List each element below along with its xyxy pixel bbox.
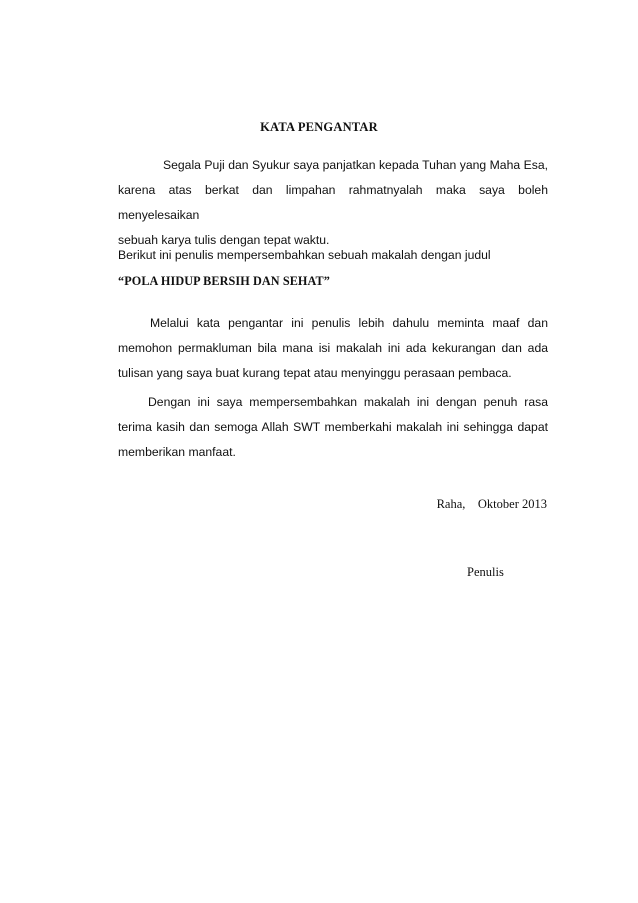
- paragraph-opening: [118, 153, 548, 253]
- paragraph-line: sebuah karya tulis dengan tepat waktu.: [118, 233, 330, 247]
- paragraph-closing: [118, 390, 548, 465]
- author-signature: Penulis: [467, 565, 504, 579]
- paragraph-line: memberikan manfaat.: [118, 445, 236, 459]
- paragraph-line-text: Segala Puji dan Syukur saya panjatkan kepada Tuhan yang Maha Esa,: [163, 158, 548, 172]
- paragraph-line: terima kasih dan semoga Allah SWT memberkahi makalah ini sehingga dapat: [118, 420, 548, 434]
- paragraph-apology: [118, 311, 548, 386]
- paragraph-line: [118, 311, 548, 336]
- paragraph-line: [118, 390, 548, 415]
- paragraph-line-text: Dengan ini saya mempersembahkan makalah ini dengan penuh rasa: [148, 395, 548, 409]
- place-date: Raha, Oktober 2013: [436, 497, 547, 511]
- paper-title: “POLA HIDUP BERSIH DAN SEHAT”: [118, 274, 330, 288]
- paragraph-line: [118, 153, 548, 178]
- paragraph-line: memohon permakluman bila mana isi makalah ini ada kekurangan dan ada: [118, 341, 548, 355]
- paragraph-line: Berikut ini penulis mempersembahkan sebuah makalah dengan judul: [118, 248, 491, 262]
- paragraph-line-text: Melalui kata pengantar ini penulis lebih dahulu meminta maaf dan: [150, 316, 548, 330]
- page-title: KATA PENGANTAR: [260, 120, 378, 134]
- paragraph-line: tulisan yang saya buat kurang tepat atau menyinggu perasaan pembaca.: [118, 366, 512, 380]
- paragraph-intro: [118, 243, 548, 268]
- paragraph-line: karena atas berkat dan limpahan rahmatnyalah maka saya boleh menyelesaikan: [118, 183, 548, 222]
